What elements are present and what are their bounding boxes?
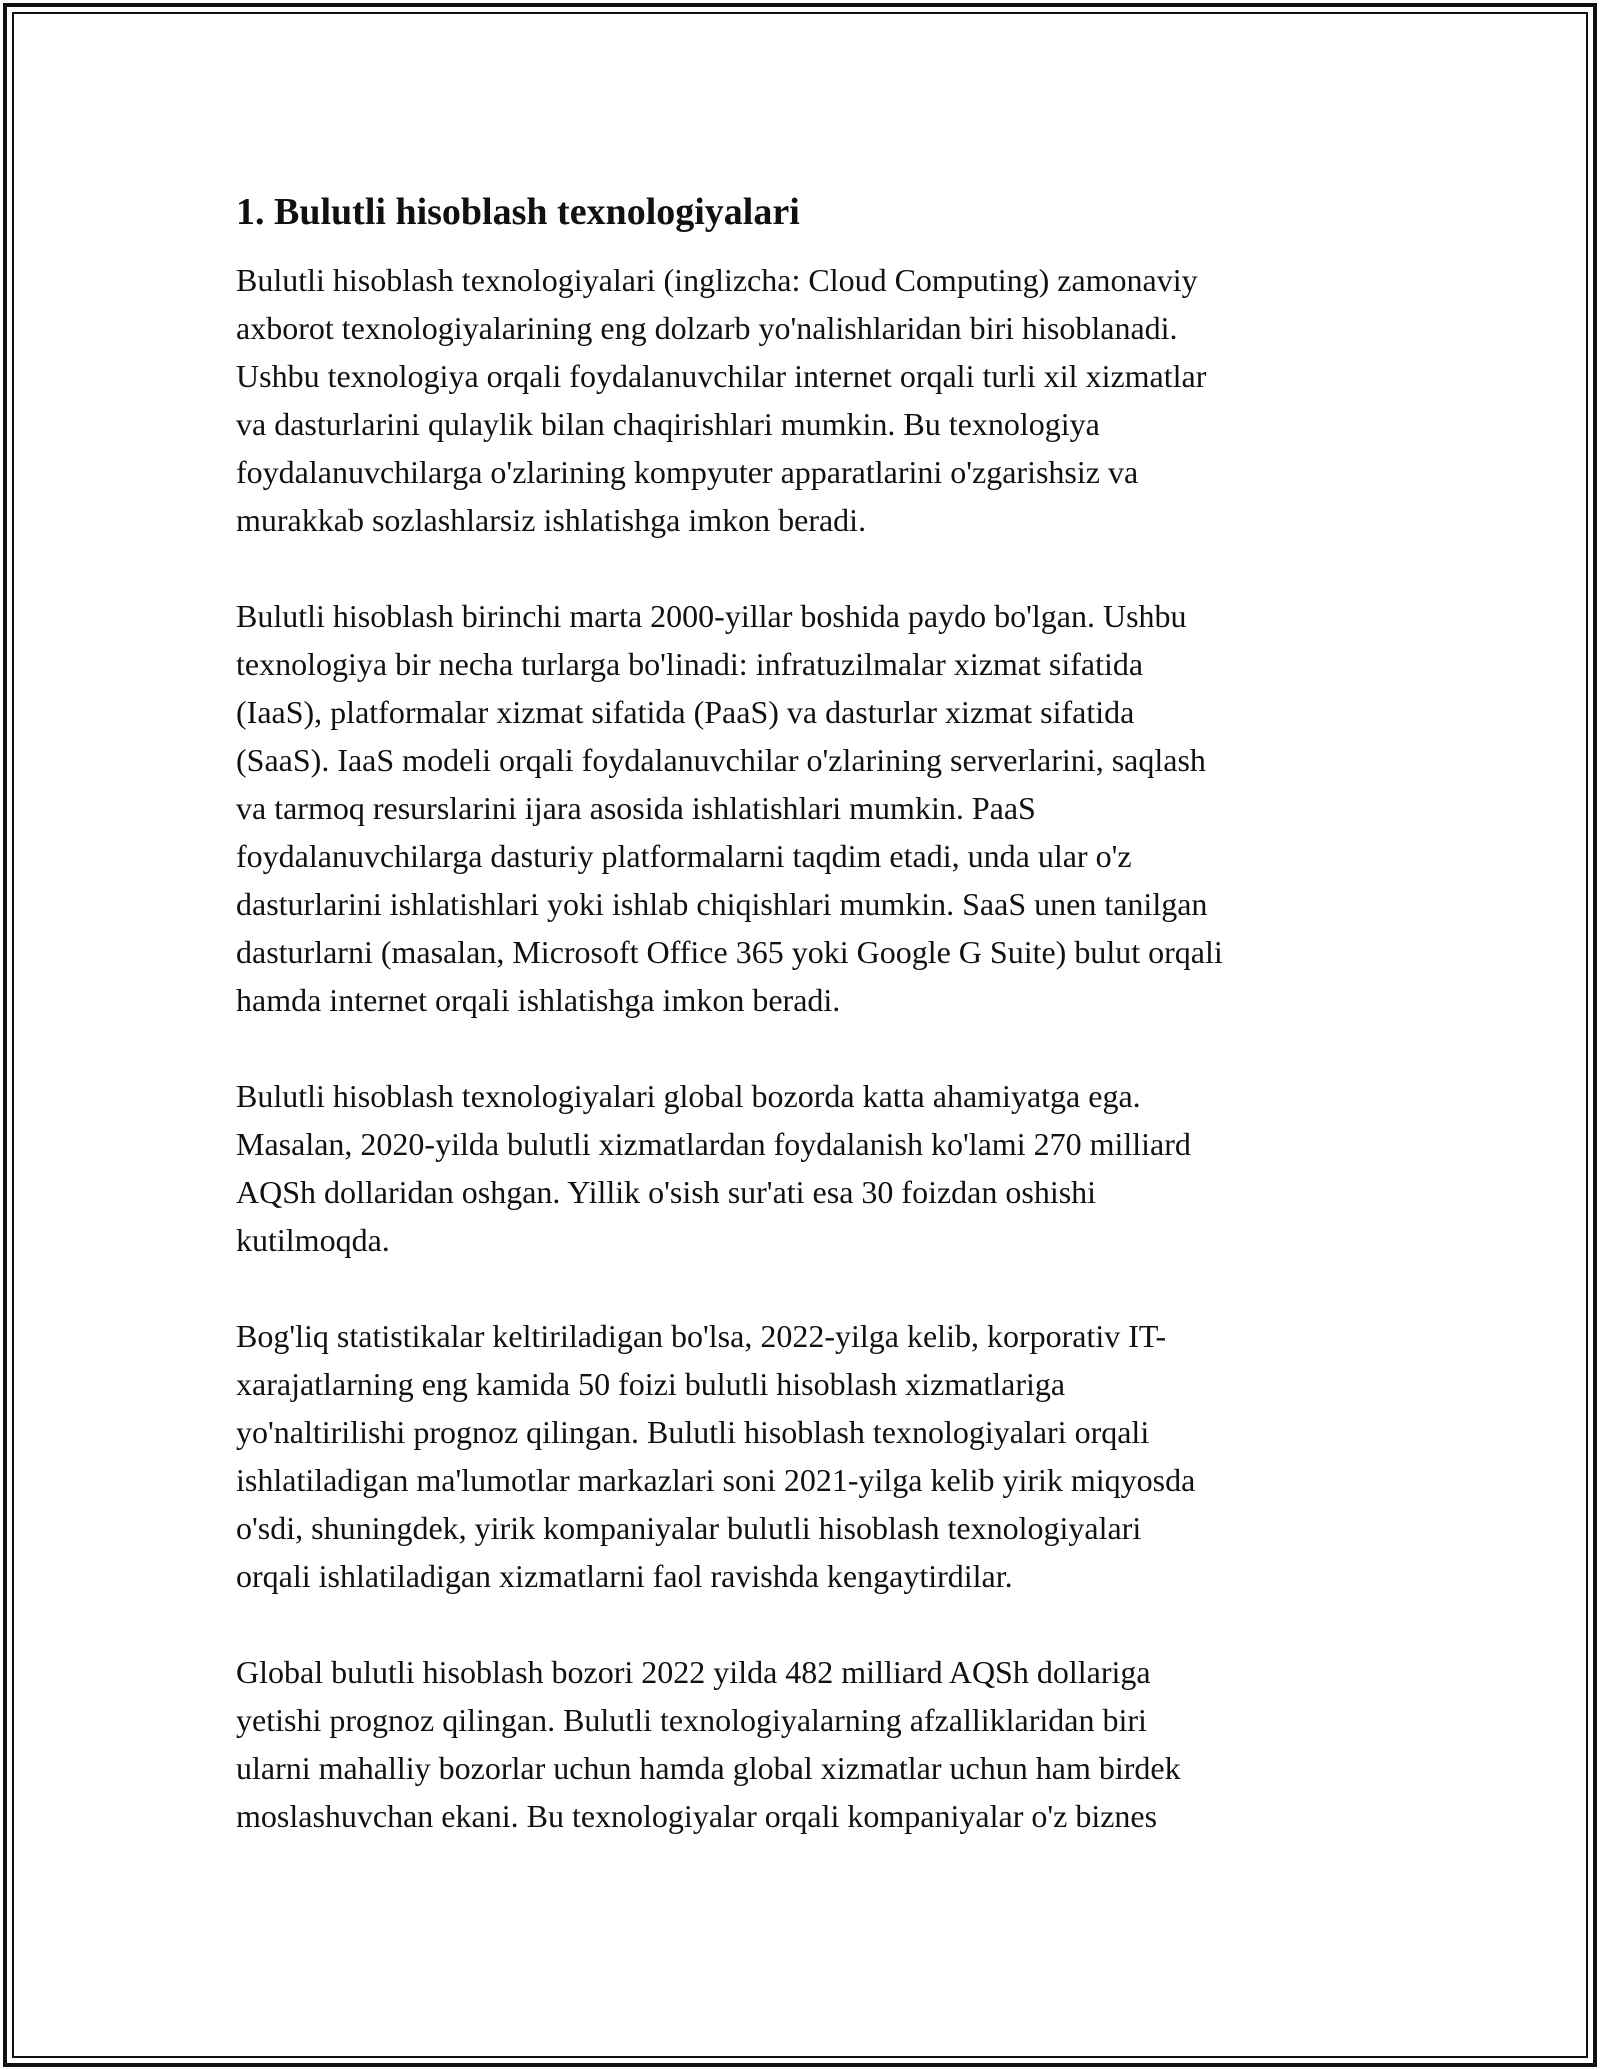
text-line: dasturlarini ishlatishlari yoki ishlab chiqishlari mumkin. SaaS unen tanilgan <box>236 886 1208 922</box>
text-line: xarajatlarning eng kamida 50 foizi bulutli hisoblash xizmatlariga <box>236 1366 1066 1402</box>
text-line: va tarmoq resurslarini ijara asosida ishlatishlari mumkin. PaaS <box>236 790 1036 826</box>
text-line: Ushbu texnologiya orqali foydalanuvchilar internet orqali turli xil xizmatlar <box>236 358 1207 394</box>
text-line: yetishi prognoz qilingan. Bulutli texnologiyalarning afzalliklaridan biri <box>236 1702 1147 1738</box>
text-line: ularni mahalliy bozorlar uchun hamda global xizmatlar uchun ham birdek <box>236 1750 1181 1786</box>
paragraph-history <box>236 592 1376 1024</box>
text-line: Global bulutli hisoblash bozori 2022 yilda 482 milliard AQSh dollariga <box>236 1654 1151 1690</box>
text-line: moslashuvchan ekani. Bu texnologiyalar orqali kompaniyalar o'z biznes <box>236 1798 1158 1834</box>
text-line: texnologiya bir necha turlarga bo'linadi: infratuzilmalar xizmat sifatida <box>236 646 1144 682</box>
text-line: Masalan, 2020-yilda bulutli xizmatlardan foydalanish ko'lami 270 milliard <box>236 1126 1191 1162</box>
text-line: murakkab sozlashlarsiz ishlatishga imkon beradi. <box>236 502 867 538</box>
text-line: (SaaS). IaaS modeli orqali foydalanuvchilar o'zlarining serverlarini, saqlash <box>236 742 1206 778</box>
paragraph-intro <box>236 256 1376 544</box>
text-line: foydalanuvchilarga dasturiy platformalarni taqdim etadi, unda ular o'z <box>236 838 1132 874</box>
text-line: o'sdi, shuningdek, yirik kompaniyalar bulutli hisoblash texnologiyalari <box>236 1510 1142 1546</box>
text-line: yo'naltirilishi prognoz qilingan. Bulutli hisoblash texnologiyalari orqali <box>236 1414 1150 1450</box>
text-line: (IaaS), platformalar xizmat sifatida (PaaS) va dasturlar xizmat sifatida <box>236 694 1135 730</box>
text-line: foydalanuvchilarga o'zlarining kompyuter apparatlarini o'zgarishsiz va <box>236 454 1139 490</box>
text-line: ishlatiladigan ma'lumotlar markazlari soni 2021-yilga kelib yirik miqyosda <box>236 1462 1196 1498</box>
paragraph-statistics <box>236 1312 1376 1600</box>
paragraph-market <box>236 1072 1376 1264</box>
text-line: orqali ishlatiladigan xizmatlarni faol ravishda kengaytirdilar. <box>236 1558 1013 1594</box>
text-line: Bulutli hisoblash texnologiyalari (inglizcha: Cloud Computing) zamonaviy <box>236 262 1198 298</box>
text-line: dasturlarni (masalan, Microsoft Office 365 yoki Google G Suite) bulut orqali <box>236 934 1223 970</box>
text-line: Bulutli hisoblash birinchi marta 2000-yillar boshida paydo bo'lgan. Ushbu <box>236 598 1187 634</box>
text-line: Bulutli hisoblash texnologiyalari global bozorda katta ahamiyatga ega. <box>236 1078 1141 1114</box>
text-line: va dasturlarini qulaylik bilan chaqirishlari mumkin. Bu texnologiya <box>236 406 1100 442</box>
document-body <box>236 188 1376 1840</box>
paragraph-forecast <box>236 1648 1376 1840</box>
text-line: axborot texnologiyalarining eng dolzarb yo'nalishlaridan biri hisoblanadi. <box>236 310 1178 346</box>
text-line: kutilmoqda. <box>236 1222 390 1258</box>
section-heading: 1. Bulutli hisoblash texnologiyalari <box>236 191 800 233</box>
text-line: AQSh dollaridan oshgan. Yillik o'sish sur'ati esa 30 foizdan oshishi <box>236 1174 1097 1210</box>
text-line: Bog'liq statistikalar keltiriladigan bo'lsa, 2022-yilga kelib, korporativ IT- <box>236 1318 1167 1354</box>
text-line: hamda internet orqali ishlatishga imkon beradi. <box>236 982 841 1018</box>
